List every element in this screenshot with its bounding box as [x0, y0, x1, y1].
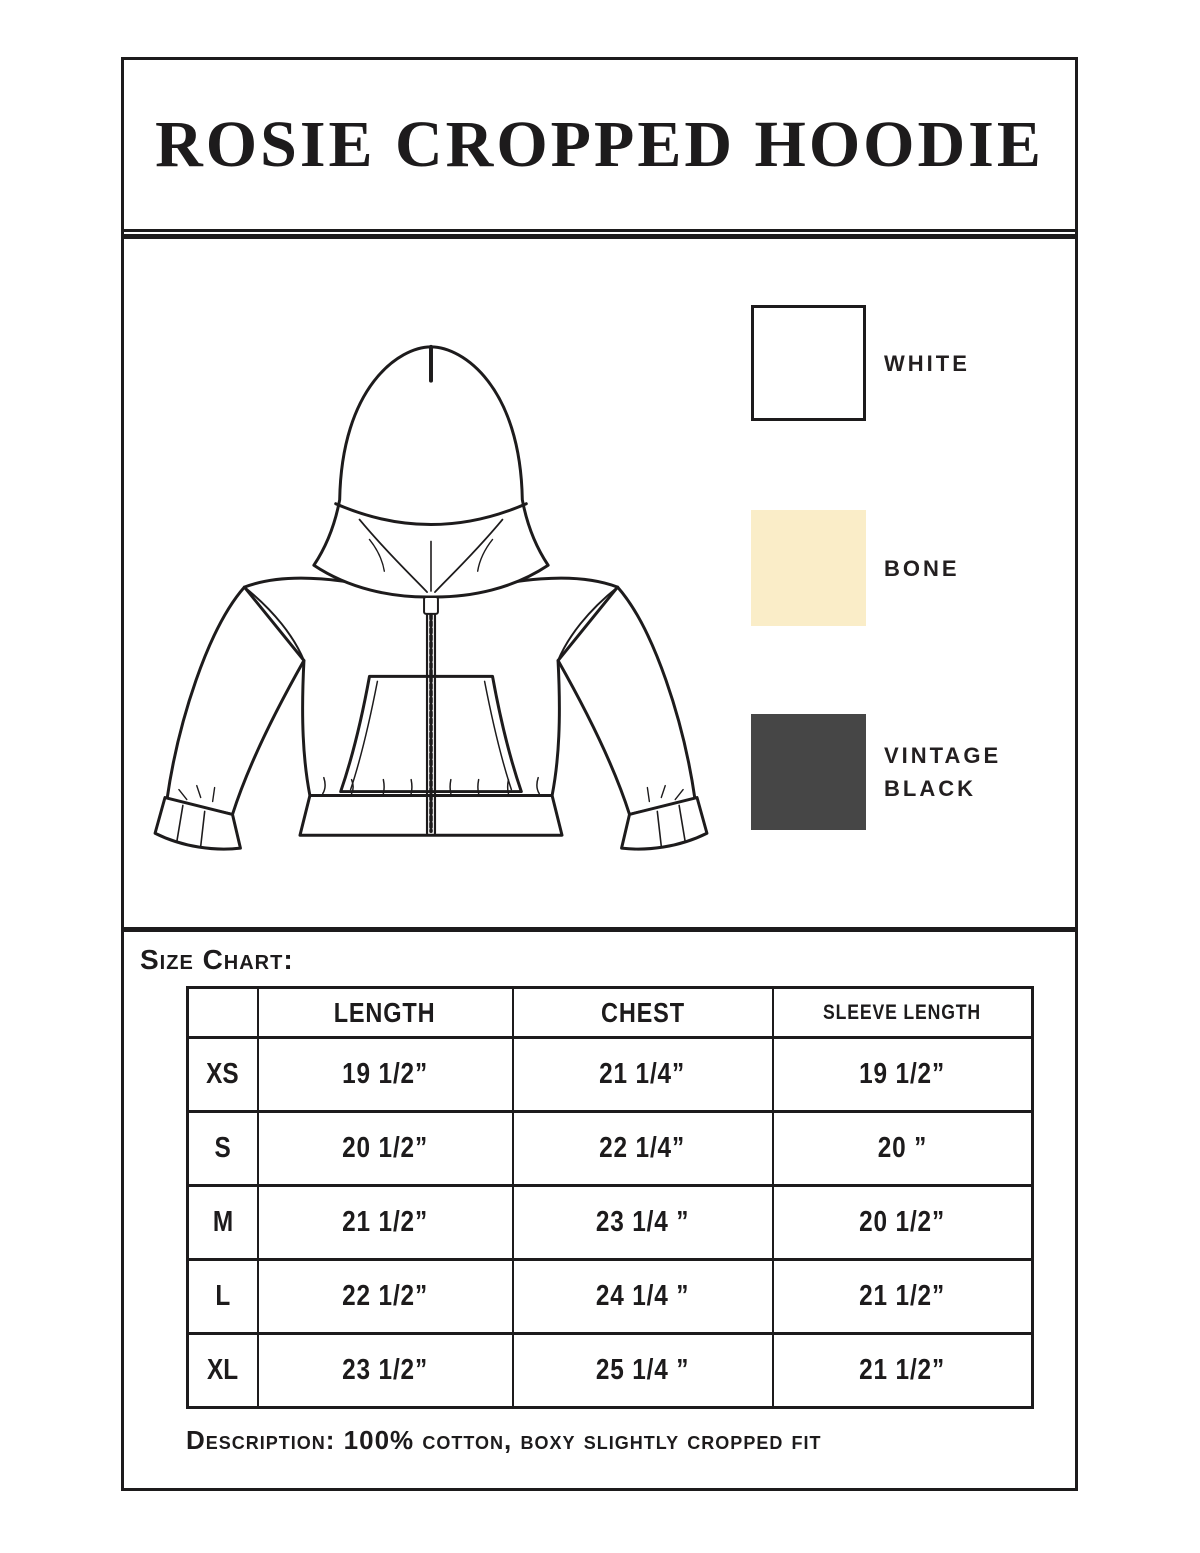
chest-cell: 23 1/4 ” [513, 1186, 773, 1260]
sleeve-cell: 20 ” [773, 1112, 1033, 1186]
vintage-black-color-swatch [751, 714, 866, 830]
sleeve-length-column-header: SLEEVE LENGTH [773, 988, 1033, 1038]
divider-rule-bottom [124, 927, 1075, 932]
length-cell: 19 1/2” [258, 1038, 513, 1112]
size-chart-section [124, 944, 1075, 1456]
vintage-black-color-label: VINTAGE BLACK [884, 743, 1002, 801]
length-cell: 23 1/2” [258, 1334, 513, 1408]
bone-color-swatch [751, 510, 866, 626]
table-row-xl [188, 1334, 1033, 1408]
table-row-m [188, 1186, 1033, 1260]
table-row-l [188, 1260, 1033, 1334]
bone-color-label: BONE [884, 555, 960, 581]
size-cell: XS [188, 1038, 258, 1112]
size-column-header [188, 988, 258, 1038]
length-column-header: LENGTH [258, 988, 513, 1038]
size-cell: L [188, 1260, 258, 1334]
size-chart-header-row [188, 988, 1033, 1038]
color-option-vintage-black [751, 714, 1024, 830]
color-option-bone [751, 510, 960, 626]
sleeve-cell: 19 1/2” [773, 1038, 1033, 1112]
chest-cell: 24 1/4 ” [513, 1260, 773, 1334]
chest-cell: 21 1/4” [513, 1038, 773, 1112]
sleeve-cell: 21 1/2” [773, 1334, 1033, 1408]
table-row-xs [188, 1038, 1033, 1112]
white-color-swatch [751, 305, 866, 421]
product-illustration-section [124, 239, 1075, 925]
sleeve-cell: 21 1/2” [773, 1260, 1033, 1334]
title-section [124, 60, 1075, 232]
length-cell: 22 1/2” [258, 1260, 513, 1334]
table-row-s [188, 1112, 1033, 1186]
document-frame [121, 57, 1078, 1491]
size-chart-table [186, 986, 1034, 1409]
chest-cell: 25 1/4 ” [513, 1334, 773, 1408]
length-cell: 20 1/2” [258, 1112, 513, 1186]
hoodie-technical-drawing-icon [150, 331, 712, 867]
size-cell: S [188, 1112, 258, 1186]
product-description: Description: 100% cotton, boxy slightly cropped fit [186, 1425, 822, 1455]
color-option-white [751, 305, 970, 421]
white-color-label: WHITE [884, 350, 970, 376]
product-title: ROSIE CROPPED HOODIE [155, 107, 1044, 181]
chest-column-header: CHEST [513, 988, 773, 1038]
sleeve-cell: 20 1/2” [773, 1186, 1033, 1260]
size-chart-heading: Size Chart: [140, 944, 294, 975]
size-cell: M [188, 1186, 258, 1260]
length-cell: 21 1/2” [258, 1186, 513, 1260]
chest-cell: 22 1/4” [513, 1112, 773, 1186]
size-cell: XL [188, 1334, 258, 1408]
